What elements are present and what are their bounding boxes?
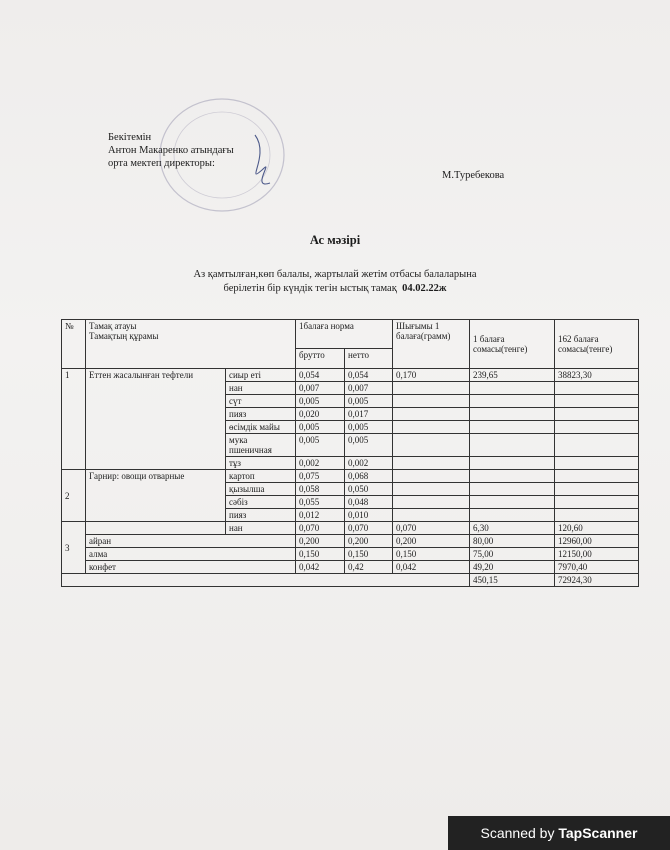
- total-sum1: 450,15: [470, 574, 555, 587]
- approval-block: [108, 131, 234, 170]
- table-row: сүт 0,005 0,005: [62, 395, 639, 408]
- menu-date: 04.02.22ж: [402, 283, 447, 294]
- table-row: нан 0,007 0,007: [62, 382, 639, 395]
- header-num: №: [62, 320, 86, 369]
- group2-num: 2: [62, 470, 86, 522]
- header-name: Тамақ атауы Тамақтың құрамы: [86, 320, 296, 369]
- document-title: Ас мәзірі: [309, 233, 361, 247]
- approval-line-1: Бекітемін: [108, 132, 152, 143]
- table-row: пияз 0,020 0,017: [62, 408, 639, 421]
- document-subtitle: [0, 268, 670, 296]
- table-row: конфет 0,042 0,42 0,042 49,20 7970,40: [62, 561, 639, 574]
- table-row: айран 0,200 0,200 0,200 80,00 12960,00: [62, 535, 639, 548]
- table-row: тұз 0,002 0,002: [62, 457, 639, 470]
- total-row: [62, 574, 639, 587]
- table-row: мука пшеничная 0,005 0,005: [62, 434, 639, 457]
- scanner-watermark: Scanned by TapScanner: [448, 816, 670, 850]
- header-norm: 1балаға норма: [296, 320, 393, 349]
- subtitle-line-2: берілетін бір күндік тегін ыстық тамақ 04.02.22ж: [223, 283, 447, 294]
- table-row: 2 Гарнир: овощи отварные картоп 0,075 0,068: [62, 470, 639, 483]
- subtitle-line-1: Аз қамтылған,көп балалы, жартылай жетім отбасы балаларына: [193, 269, 477, 280]
- header-sum1: 1 балаға сомасы(тенге): [470, 320, 555, 369]
- menu-table: [61, 319, 639, 587]
- header-netto: нетто: [345, 349, 393, 369]
- header-yield: Шығымы 1 балаға(грамм): [393, 320, 470, 369]
- signer-name: М.Туребекова: [442, 170, 505, 181]
- group2-dish: Гарнир: овощи отварные: [86, 470, 226, 522]
- table-row: өсімдік майы 0,005 0,005: [62, 421, 639, 434]
- group3-num: 3: [62, 522, 86, 574]
- table-row: 1 Еттен жасалынған тефтели сиыр еті 0,054 0,054 0,170 239,65 38823,30: [62, 369, 639, 382]
- table-row: алма 0,150 0,150 0,150 75,00 12150,00: [62, 548, 639, 561]
- table-row: сәбіз 0,055 0,048: [62, 496, 639, 509]
- table-row: пияз 0,012 0,010: [62, 509, 639, 522]
- group1-num: 1: [62, 369, 86, 470]
- approval-line-3: орта мектеп директоры:: [108, 158, 215, 169]
- table-row: 3 нан 0,070 0,070 0,070 6,30 120,60: [62, 522, 639, 535]
- group1-dish: Еттен жасалынған тефтели: [86, 369, 226, 470]
- header-sum162: 162 балаға сомасы(тенге): [555, 320, 639, 369]
- header-row: [62, 320, 639, 349]
- header-brutto: брутто: [296, 349, 345, 369]
- total-sum162: 72924,30: [555, 574, 639, 587]
- table-row: қызылша 0,058 0,050: [62, 483, 639, 496]
- approval-line-2: Антон Макаренко атындағы: [108, 145, 234, 156]
